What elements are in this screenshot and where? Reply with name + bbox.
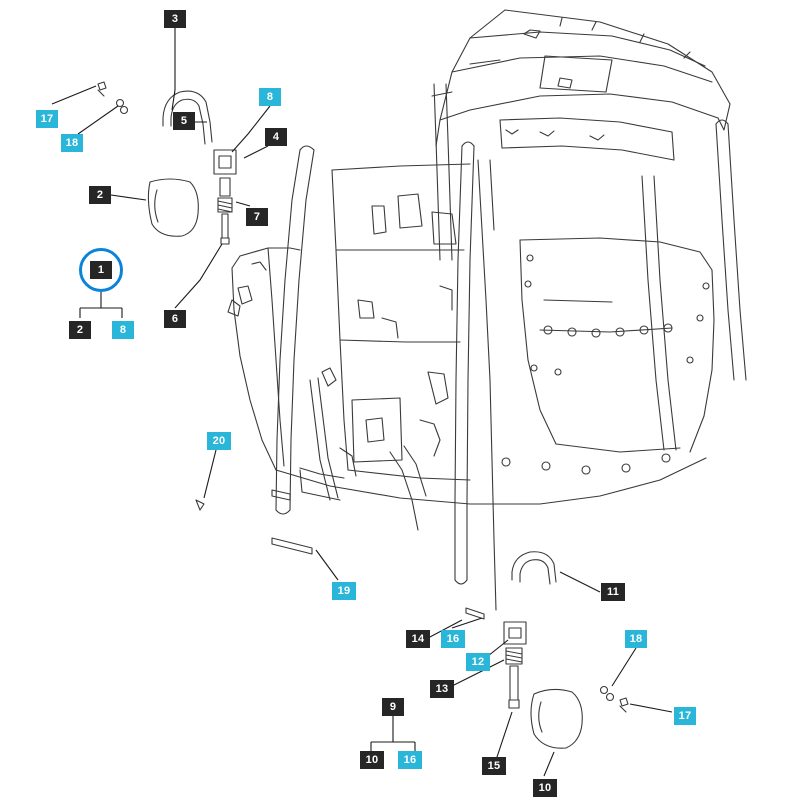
label-18-upper-left[interactable]: 18	[61, 134, 83, 152]
label-6[interactable]: 6	[164, 310, 186, 328]
label-10-right[interactable]: 10	[533, 779, 557, 797]
label-19[interactable]: 19	[332, 582, 356, 600]
label-13[interactable]: 13	[430, 680, 454, 698]
label-20[interactable]: 20	[207, 432, 231, 450]
label-11[interactable]: 11	[601, 583, 625, 601]
label-15[interactable]: 15	[482, 757, 506, 775]
label-1: 1	[90, 261, 112, 279]
label-17-upper-left[interactable]: 17	[36, 110, 58, 128]
highlighted-callout-1[interactable]	[79, 248, 123, 292]
label-2-lower[interactable]: 2	[69, 321, 91, 339]
label-18-lower-right[interactable]: 18	[625, 630, 647, 648]
label-14[interactable]: 14	[406, 630, 430, 648]
label-8-upper[interactable]: 8	[259, 88, 281, 106]
label-7[interactable]: 7	[246, 208, 268, 226]
label-16-upper[interactable]: 16	[441, 630, 465, 648]
label-12[interactable]: 12	[466, 653, 490, 671]
label-5[interactable]: 5	[173, 112, 195, 130]
label-10-left[interactable]: 10	[360, 751, 384, 769]
label-4[interactable]: 4	[265, 128, 287, 146]
label-17-lower-right[interactable]: 17	[674, 707, 696, 725]
label-16-lower[interactable]: 16	[398, 751, 422, 769]
label-9[interactable]: 9	[382, 698, 404, 716]
label-3[interactable]: 3	[164, 10, 186, 28]
label-2-upper[interactable]: 2	[89, 186, 111, 204]
label-8-lower[interactable]: 8	[112, 321, 134, 339]
